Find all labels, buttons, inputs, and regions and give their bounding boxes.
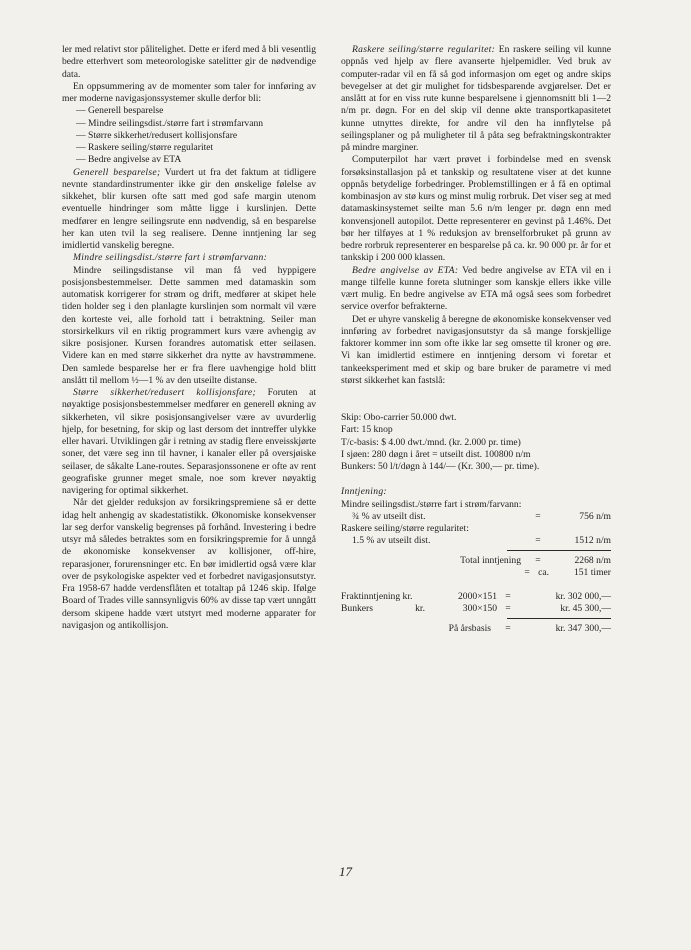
section-distance-text: Mindre seilingsdistanse vil man få ved hyppigere posisjonsbestemmelser. Dette sammen med datamaskin som automatisk korrigerer for strøm og drift, medfører at skipet hele tiden holder seg i den planlagte kurslinjen som normalt vil være den korteste vei, alle forhold tatt i betraktning. Seiler man storsirkelkurs vil en riktig programmert kurs være avhengig av sikre posisjoner. Kursen forandres automatisk etter seilasen. Videre kan en med større sikkerhet dra nytte av havstrømmene. Den samlede besparelse her er fra flere uavhengige hold blitt anslått til mellom ½—1 % av den utseilte distanse. <box>62 264 316 386</box>
parameter-line: I sjøen: 280 døgn i året = utseilt dist. 100800 n/m <box>341 448 531 460</box>
section-text: En raskere seiling vil kunne oppnås ved hjelp av flere avanserte hjelpemidler. Ved bruk av computer-radar vil en få så god informasjon om eget og andre skips bevegelser at det gir mulighet for tidsbesparende avgjørelser. Det er anslått at for en viss rute kunne besparelsene i gjennomsnitt bli 1—2 n/m pr. døgn. For en del skip vil denne økte transportkapasitetet kunne utnyttes direkte, for andre vil den ha innflytelse på seilingsplaner og på muligheter til å påta seg befraktningskontrakter på mindre marginer. <box>341 44 611 153</box>
left-column <box>62 44 316 632</box>
calc-item-sub: ¾ % av utseilt dist. <box>352 510 426 522</box>
bunkers-label: Bunkers <box>341 603 373 615</box>
right-column <box>341 44 611 635</box>
list-item: — Større sikkerhet/redusert kollisjonsfare <box>76 130 316 142</box>
freight-multiplier: 2000×151 <box>458 591 497 602</box>
sum-rule <box>507 618 611 619</box>
parameter-line: Bunkers: 50 l/t/døgn à 144/— (Kr. 300,— pr. time). <box>341 461 540 472</box>
parameter-line: Skip: Obo-carrier 50.000 dwt. <box>341 412 457 423</box>
paragraph-summary: En oppsummering av de momenter som taler for innføring av mer moderne navigasjonssystemer skulle derfor bli: <box>62 80 316 104</box>
parameter-line: Fart: 15 knop <box>341 424 393 436</box>
annual-value: kr. 347 300,— <box>555 622 611 634</box>
calc-item-value: 1512 n/m <box>574 535 611 547</box>
section-text: Ved bedre angivelse av ETA vil en i mange tilfelle kunne foreta slutninger som kanskje ellers ikke ville vært mulig. En bedre angivelse av ETA må også sees som forbedret service overfor befrakterne. <box>341 264 611 313</box>
section-safety <box>62 387 316 497</box>
section-heading: Mindre seilingsdist./større fart i strømfarvann: <box>73 252 268 264</box>
section-general-savings <box>62 167 316 253</box>
total-ca: ca. <box>538 566 549 578</box>
paragraph-economics: Det er uhyre vanskelig å beregne de økonomiske konsekvenser ved innføring av forbedret navigasjonsutstyr da så mange forskjellige faktorer kommer inn som ofte ikke lar seg omsette til kroner og øre. Vi kan imidlertid estimere en inntjening dersom vi foretar et tankeeksperiment med et skip og bare bruker de parametre vi med størst sikkerhet kan fastslå: <box>341 313 611 386</box>
total-label: Total inntjening <box>460 554 521 566</box>
annual-label: På årsbasis <box>448 622 491 634</box>
parameter-line: T/c-basis: $ 4.00 dwt./mnd. (kr. 2.000 pr. time) <box>341 436 521 448</box>
total-hours: 151 timer <box>573 566 611 578</box>
calc-item-label: Mindre seilingsdist./større fart i strøm/farvann: <box>341 498 522 510</box>
list-item: — Generell besparelse <box>76 105 316 117</box>
total-value: 2268 n/m <box>574 554 611 566</box>
paragraph-intro: ler med relativt stor pålitelighet. Dette er iferd med å bli vesentlig bedre etterhvert som meteorologiske satelitter gir de nødvendige data. <box>62 44 316 80</box>
list-item: — Mindre seilingsdist./større fart i strømfarvann <box>76 118 316 130</box>
freight-value: kr. 302 000,— <box>555 591 611 602</box>
section-text: Vurdert ut fra det faktum at tidligere nevnte standardinstrumenter ikke gir den ønskelige følelse av sikkehet, blir kursen ofte satt med god safe margin utenom eventuelle hindringer som måtte ligge i kurslinjen. Dette medfører en lengre seilingsrute enn nødvendig, så en besparelse her kan uten tvil la seg realisere. Denne inntjening lar seg imidlertid vanskelig beregne. <box>62 166 316 251</box>
section-heading: Større sikkerhet/redusert kollisjonsfare; <box>73 387 256 398</box>
paragraph-insurance: Når det gjelder reduksjon av forsikringspremiene så er dette idag helt anhengig av skadestatistikk. Økonomiske konsekvenser lar seg derfor vanskelig begrenses på forhånd. Investering i bedre utsyr må således betraktes som en forsikringspremie for å unngå de økonomiske konsekvenser av kollisjoner, off-hire, reparasjoner, forurensninger etc. En bør imidlertid også være klar over de psykologiske aspekter ved et forbedret navigasjonsutstyr. Fra 1958-67 hadde verdensflåten et totaltap på 1246 skip. Ifølge Board of Trades ville sannsynligvis 60% av disse tap vært unngått dersom skipene hadde vært utstyrt med moderne apparater for navigasjon og antikollisjon. <box>62 497 316 631</box>
list-item: — Bedre angivelse av ETA <box>76 154 316 166</box>
benefit-list <box>62 105 316 166</box>
bunkers-value: kr. 45 300,— <box>560 603 611 615</box>
section-faster-sailing <box>341 44 611 154</box>
calc-item-value: 756 n/m <box>579 510 611 522</box>
earnings-calculation: Inntjening: Mindre seilingsdist./større fart i strøm/farvann: ¾ % av utseilt dist. = 756 n/m Raskere seiling/større regularitet: 1.5 % av utseilt dist. = 1512 n/m Total inntjening = 2268 n/m = ca. 151 timer Fraktinntjening kr. 2000×151 = kr. 302 000,— Bunkers kr. 300×150 = kr. 45 300,— På årsbasis = kr. 347 300,— <box>341 486 611 634</box>
calc-item-sub: 1.5 % av utseilt dist. <box>352 535 431 547</box>
section-heading: Raskere seiling/større regularitet: <box>352 44 496 55</box>
paragraph-computerpilot: Computerpilot har vært prøvet i forbindelse med en svensk forsøksinstallasjon på et tankskip og resultatene viser at det kunne oppnås betydelige forbedringer. Problemstillingen er å få en optimal kombinasjon av stø kurs og minst mulig rorbruk. Det viser seg at med datamaskinsystemet seilte man 5.6 n/m lenger pr. døgn enn med konvensjonell autopilot. Dette representerer en gevinst på 1.46%. Det bør her tilføyes at 1 % reduksjon av brenselforbruket på grunn av bedre rorbruk representerer en besparelse på ca. kr. 90 000 pr. år for et tankskip i 200 000 klassen. <box>341 154 611 264</box>
section-text: Foruten at nøyaktige posisjonsbestemmelser medfører en generell økning av sikkerheten, vil sikre posisjonsangivelser være av uvurderlig hjelp, for besetning, for skip og last dersom det inntreffer ulykke eller havari. Utviklingen går i retning av stadig flere enveisskjørte soner, det være seg inn til havner, i kanaler eller på oversjøiske seilaser, de såkalte Lane-routes. Separasjonssonene er ofte av rent geografiske grunner meget smale, noe som krever nøyaktig navigering for optimal sikkerhet. <box>62 387 316 496</box>
freight-label: Fraktinntjening kr. <box>341 591 413 602</box>
ship-parameters <box>341 412 611 473</box>
list-item: — Raskere seiling/større regularitet <box>76 142 316 154</box>
calc-heading: Inntjening: <box>341 486 387 498</box>
section-heading: Generell besparelse; <box>73 166 161 178</box>
page-number: 17 <box>339 864 352 879</box>
section-heading: Bedre angivelse av ETA: <box>352 264 459 276</box>
bunkers-multiplier: 300×150 <box>462 603 497 615</box>
section-eta <box>341 265 611 314</box>
calc-item-label: Raskere seiling/større regularitet: <box>341 523 469 534</box>
sum-rule <box>507 550 611 551</box>
